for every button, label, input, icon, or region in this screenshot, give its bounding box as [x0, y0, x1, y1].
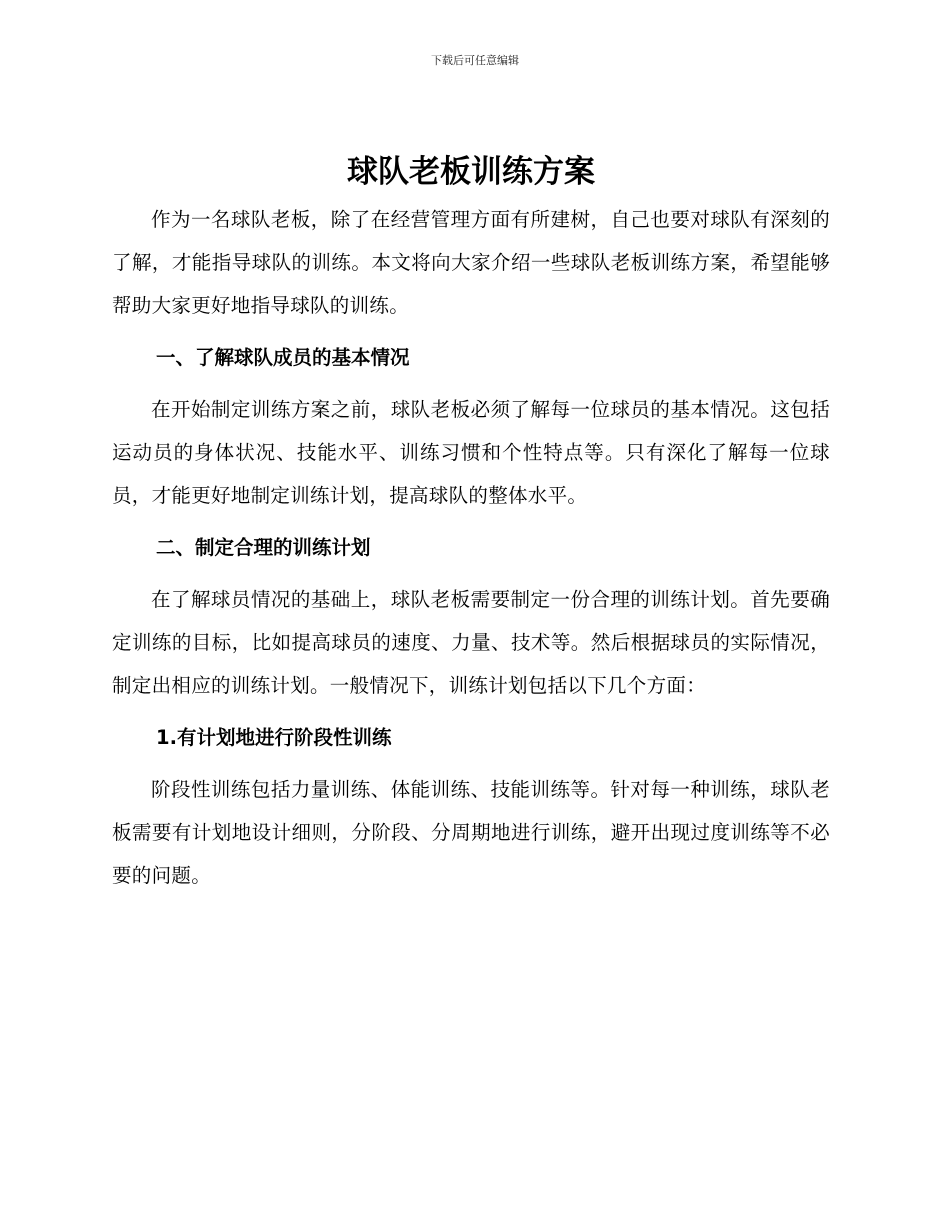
section-body-2: 在了解球员情况的基础上，球队老板需要制定一份合理的训练计划。首先要确定训练的目标，比如提高球员的速度、力量、技术等。然后根据球员的实际情况，制定出相应的训练计划。一般情况下，训练计划包括以下几个方面： [112, 588, 830, 697]
page-header-note: 下载后可任意编辑 [431, 54, 519, 67]
section-heading-1: 一、了解球队成员的基本情况 [156, 346, 410, 369]
section-body-3: 阶段性训练包括力量训练、体能训练、技能训练等。针对每一种训练，球队老板需要有计划地设计细则，分阶段、分周期地进行训练，避开出现过度训练等不必要的问题。 [112, 778, 830, 887]
intro-paragraph: 作为一名球队老板，除了在经营管理方面有所建树，自己也要对球队有深刻的了解，才能指导球队的训练。本文将向大家介绍一些球队老板训练方案，希望能够帮助大家更好地指导球队的训练。 [112, 208, 830, 317]
document-title: 球队老板训练方案 [347, 154, 595, 190]
section-heading-2: 二、制定合理的训练计划 [156, 536, 371, 559]
section-heading-3: 1.有计划地进行阶段性训练 [156, 726, 392, 749]
section-body-1: 在开始制定训练方案之前，球队老板必须了解每一位球员的基本情况。这包括运动员的身体状况、技能水平、训练习惯和个性特点等。只有深化了解每一位球员，才能更好地制定训练计划，提高球队的整体水平。 [112, 398, 830, 507]
document-body [112, 150, 830, 897]
